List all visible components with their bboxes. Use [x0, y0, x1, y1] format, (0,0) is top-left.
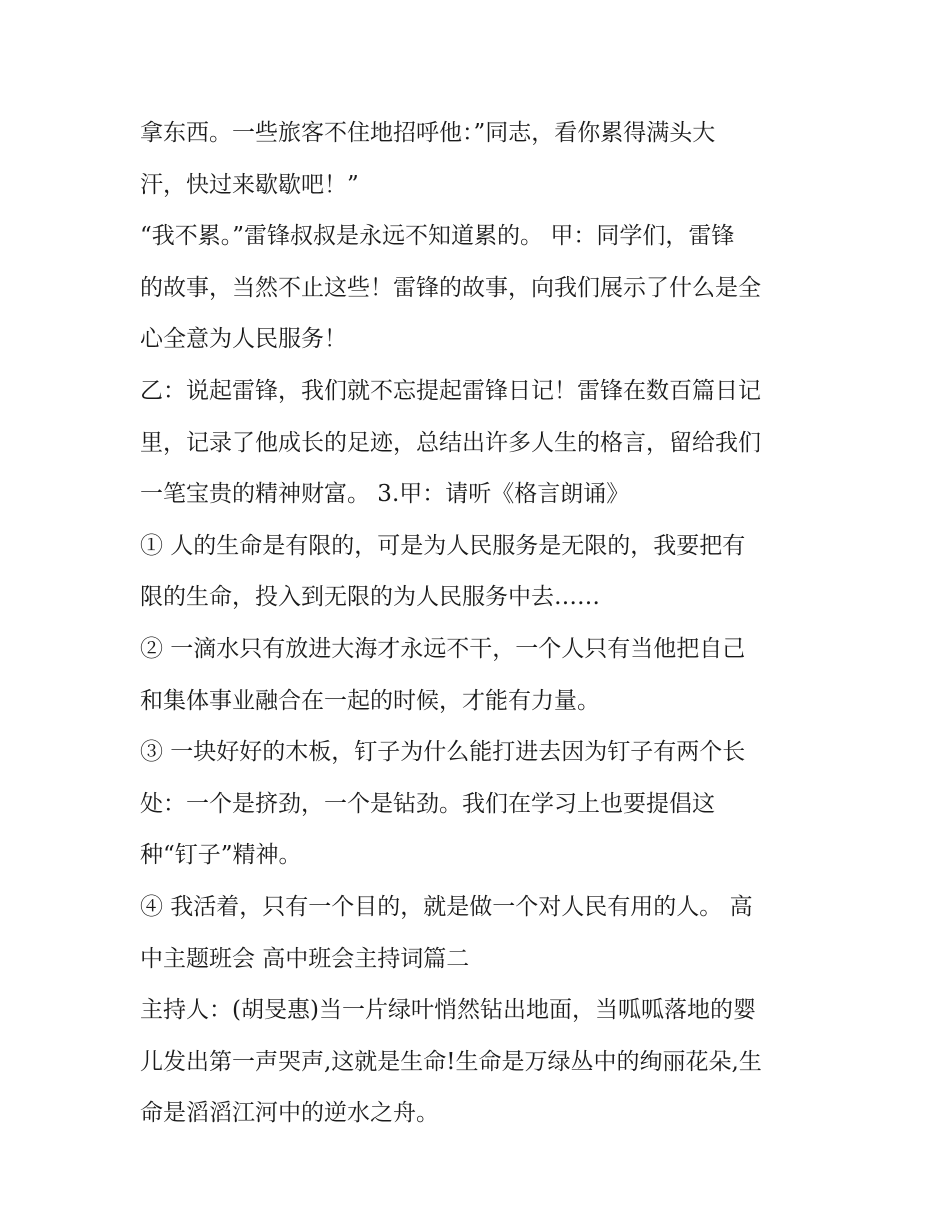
- text-line: 处：一个是挤劲，一个是钻劲。我们在学习上也要提倡这: [140, 790, 715, 817]
- text-line: “我不累。”雷锋叔叔是永远不知道累的。 甲：同学们，雷锋: [140, 223, 735, 250]
- text-line: 里，记录了他成长的足迹，总结出许多人生的格言，留给我们: [140, 429, 761, 456]
- text-line: ④ 我活着，只有一个目的，就是做一个对人民有用的人。 高: [140, 893, 753, 920]
- text-line: ② 一滴水只有放进大海才永远不干，一个人只有当他把自己: [140, 635, 746, 662]
- text-line: ① 人的生命是有限的，可是为人民服务是无限的，我要把有: [140, 532, 746, 559]
- body-text: [140, 108, 830, 1140]
- text-line: 乙：说起雷锋，我们就不忘提起雷锋日记！雷锋在数百篇日记: [140, 377, 761, 404]
- text-line: 儿发出第一声哭声,这就是生命!生命是万绿丛中的绚丽花朵,生: [140, 1048, 762, 1075]
- text-line: 和集体事业融合在一起的时候，才能有力量。: [140, 687, 600, 714]
- text-line: 一笔宝贵的精神财富。 3.甲：请听《格言朗诵》: [140, 481, 630, 508]
- text-line: 心全意为人民服务！: [140, 326, 347, 353]
- text-line: ③ 一块好好的木板，钉子为什么能打进去因为钉子有两个长: [140, 739, 746, 766]
- text-line: 中主题班会 高中班会主持词篇二: [140, 945, 470, 972]
- text-line: 的故事，当然不止这些！雷锋的故事，向我们展示了什么是全: [140, 274, 761, 301]
- text-line: 命是滔滔江河中的逆水之舟。: [140, 1100, 439, 1127]
- text-line: 限的生命，投入到无限的为人民服务中去……: [140, 584, 600, 611]
- text-line: 主持人：(胡旻惠)当一片绿叶悄然钻出地面，当呱呱落地的婴: [140, 997, 756, 1024]
- text-line: 种“钉子”精神。: [140, 842, 302, 869]
- text-line: 拿东西。一些旅客不住地招呼他：”同志，看你累得满头大: [140, 120, 716, 146]
- text-line: 汗，快过来歇歇吧！”: [140, 171, 359, 198]
